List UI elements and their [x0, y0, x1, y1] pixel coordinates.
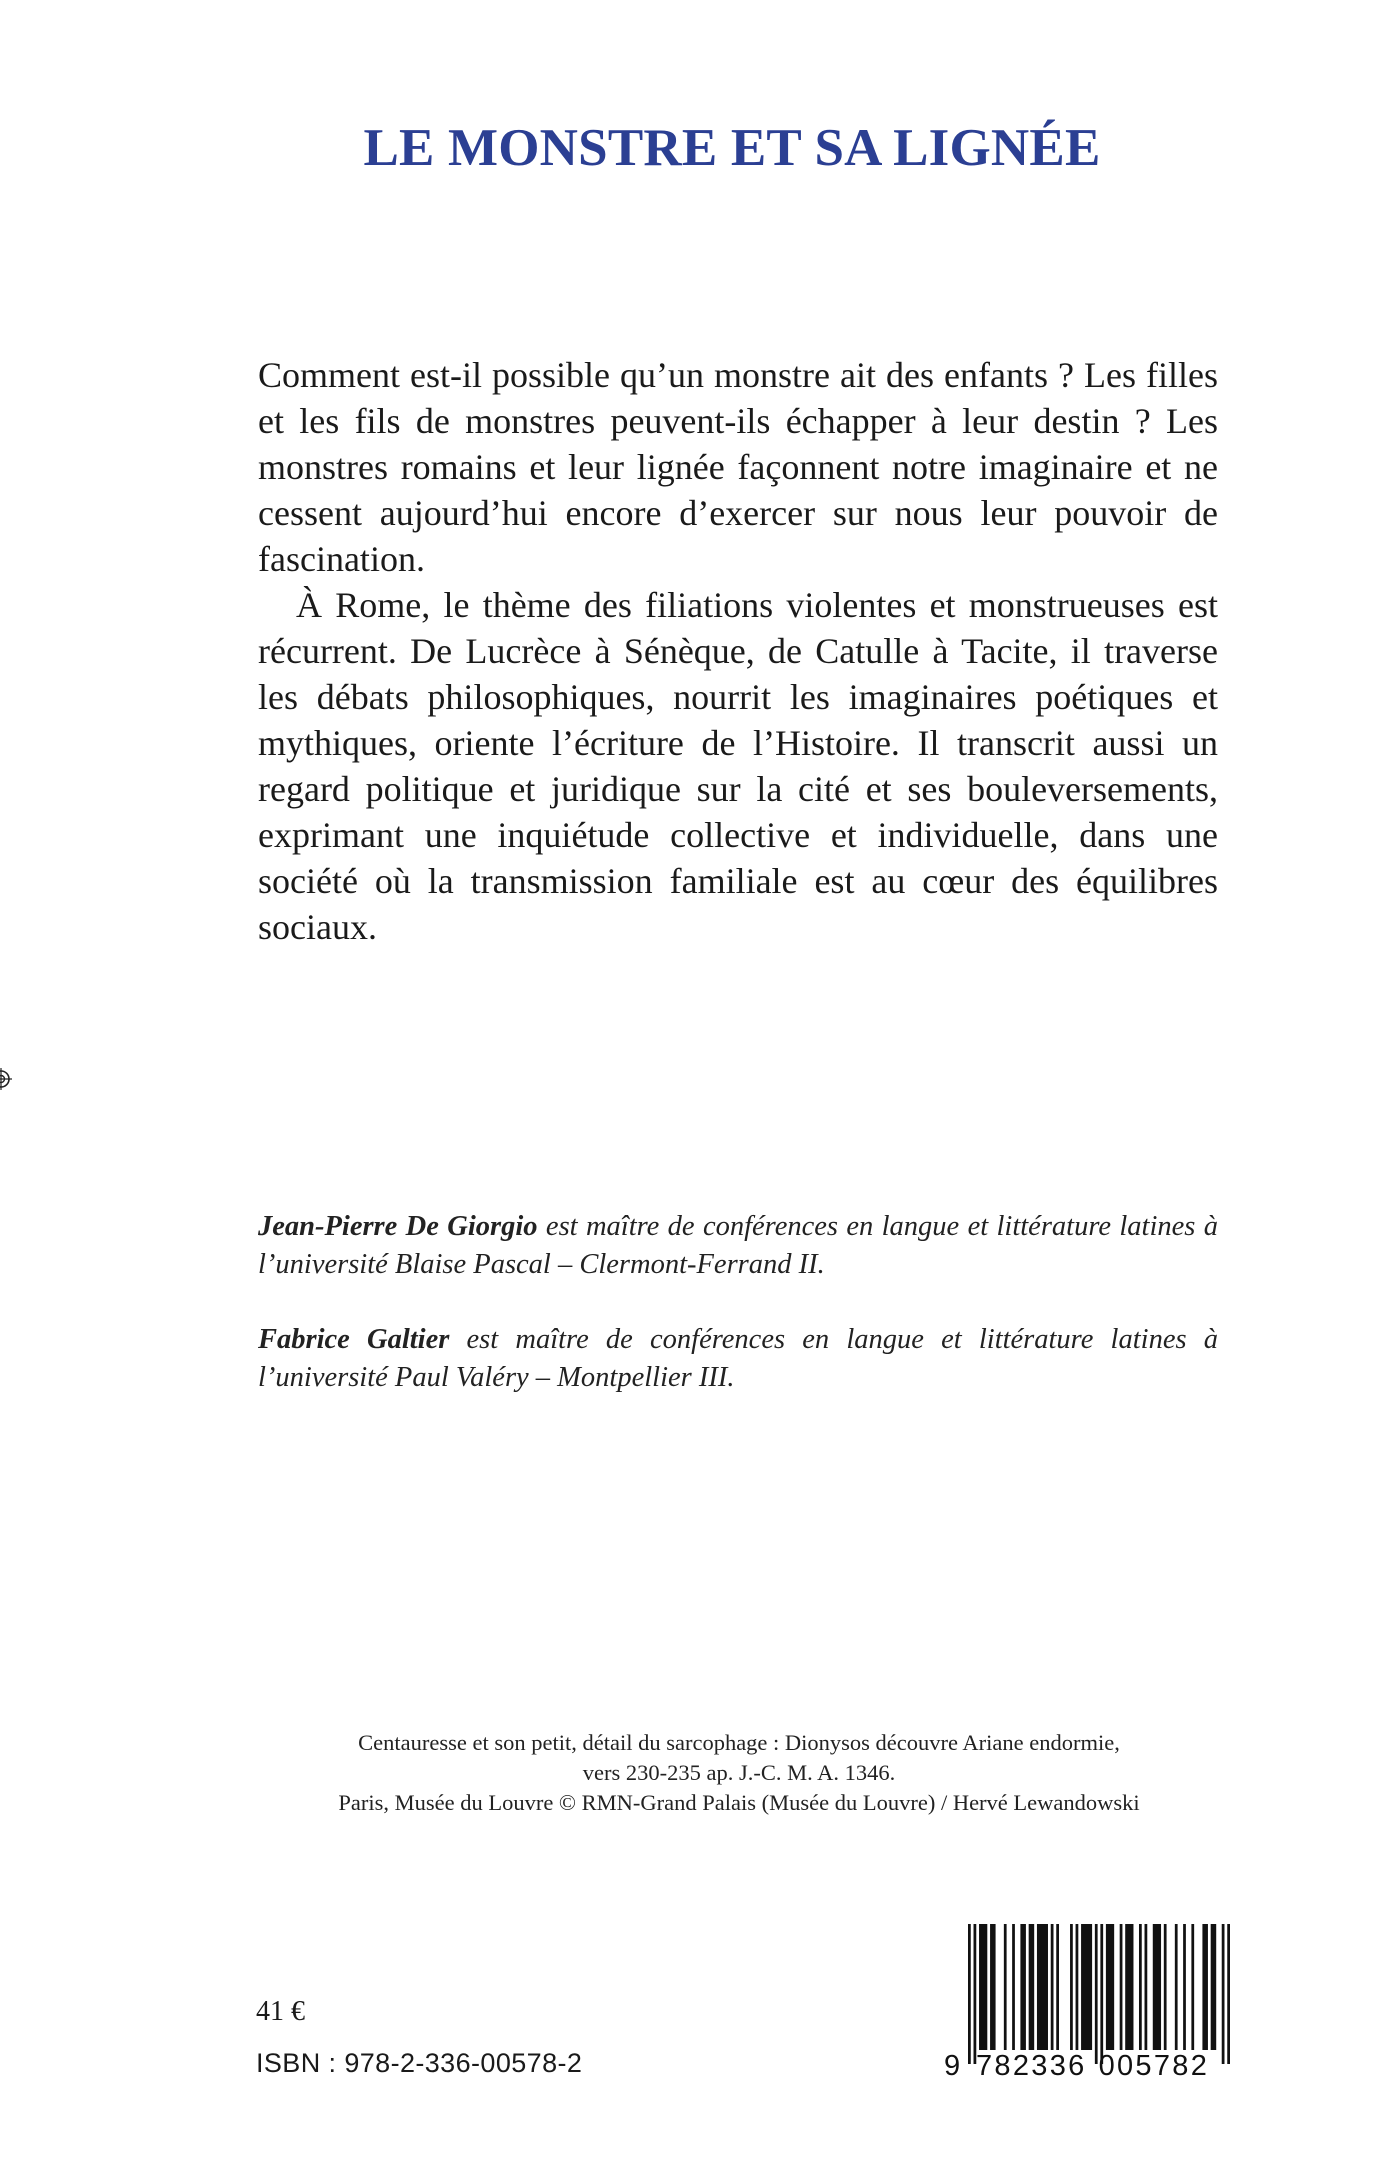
- barcode-bar: [1037, 1924, 1048, 2050]
- author-name: Jean-Pierre De Giorgio: [258, 1211, 538, 1242]
- barcode-bar: [1202, 1924, 1208, 2050]
- barcode-bars: [968, 1924, 1230, 2064]
- barcode-bar: [1056, 1924, 1059, 2050]
- summary-paragraph-2: À Rome, le thème des filiations violentes et monstrueuses est récurrent. De Lucrèce à Sénèque, de Catulle à Tacite, il traverse les débats philosophiques, nourrit les imaginaires poétiques et mythiques, oriente l’écriture de l’Histoire. Il transcrit aussi un regard politique et juridique sur la cité et ses bouleversements, exprimant une inquiétude collective et individuelle, dans une société où la transmission familiale est au cœur des équilibres sociaux.: [258, 585, 1218, 947]
- barcode-guard-bar: [974, 1924, 977, 2064]
- barcode-number: [944, 2050, 1236, 2082]
- credits-line: Paris, Musée du Louvre © RMN-Grand Palais (Musée du Louvre) / Hervé Lewandowski: [338, 1790, 1140, 1815]
- barcode-bar: [1076, 1924, 1079, 2050]
- barcode-bar: [1012, 1924, 1015, 2050]
- barcode-bar: [979, 1924, 987, 2050]
- barcode-bar: [1125, 1924, 1133, 2050]
- barcode-left-group: 782336: [976, 2050, 1087, 2082]
- author-bio: [258, 1208, 1218, 1284]
- book-title: LE MONSTRE ET SA LIGNÉE: [363, 119, 1101, 177]
- barcode-bar: [1081, 1924, 1092, 2050]
- barcode-bar: [1004, 1924, 1007, 2050]
- barcode-guard-bar: [968, 1924, 971, 2064]
- author-name: Fabrice Galtier: [258, 1324, 450, 1355]
- barcode-guard-bar: [1227, 1924, 1230, 2064]
- credits-line: Centauresse et son petit, détail du sarcophage : Dionysos découvre Ariane endormie,: [358, 1730, 1120, 1755]
- barcode-guard-bar: [1100, 1924, 1103, 2064]
- barcode-right-group: 005782: [1098, 2050, 1210, 2082]
- book-summary: [258, 352, 1218, 950]
- summary-paragraph-1: Comment est-il possible qu’un monstre ait des enfants ? Les filles et les fils de monstres peuvent-ils échapper à leur destin ? Les monstres romains et leur lignée façonnent notre imaginaire et ne cessent aujourd’hui encore d’exercer sur nous leur pouvoir de fascination.: [258, 355, 1218, 579]
- barcode-bar: [1020, 1924, 1026, 2050]
- barcode-bar: [1145, 1924, 1148, 2050]
- isbn: ISBN : 978-2-336-00578-2: [256, 2048, 583, 2078]
- credits-line: vers 230-235 ap. J.-C. M. A. 1346.: [582, 1760, 896, 1785]
- barcode-bar: [1139, 1924, 1142, 2050]
- ean-barcode: [944, 1924, 1236, 2090]
- author-bio: [258, 1321, 1218, 1397]
- barcode-bar: [1106, 1924, 1114, 2050]
- author-description: est maître de conférences en langue et littérature latines à l’université Blaise Pascal – Clermont-Ferrand II.: [258, 1211, 1219, 1280]
- price: 41 €: [256, 1996, 305, 2027]
- image-credits: [200, 1728, 1278, 1818]
- barcode-bar: [1175, 1924, 1178, 2050]
- barcode-guard-bar: [1095, 1924, 1098, 2064]
- author-bios: [258, 1208, 1218, 1434]
- barcode-bar: [1051, 1924, 1054, 2050]
- barcode-bar: [1120, 1924, 1123, 2050]
- author-description: est maître de conférences en langue et littérature latines à l’université Paul Valéry – Montpellier III.: [258, 1324, 1218, 1393]
- barcode-bar: [1029, 1924, 1035, 2050]
- barcode-bar: [1211, 1924, 1217, 2050]
- registration-mark-icon: [0, 1068, 12, 1090]
- barcode-bar: [1070, 1924, 1073, 2050]
- barcode-bar: [1153, 1924, 1161, 2050]
- barcode-guard-bar: [1222, 1924, 1225, 2064]
- barcode-bar: [1191, 1924, 1194, 2050]
- barcode-bar: [1183, 1924, 1186, 2050]
- barcode-lead-digit: 9: [944, 2050, 961, 2082]
- barcode-bar: [990, 1924, 996, 2050]
- barcode-bar: [1164, 1924, 1167, 2050]
